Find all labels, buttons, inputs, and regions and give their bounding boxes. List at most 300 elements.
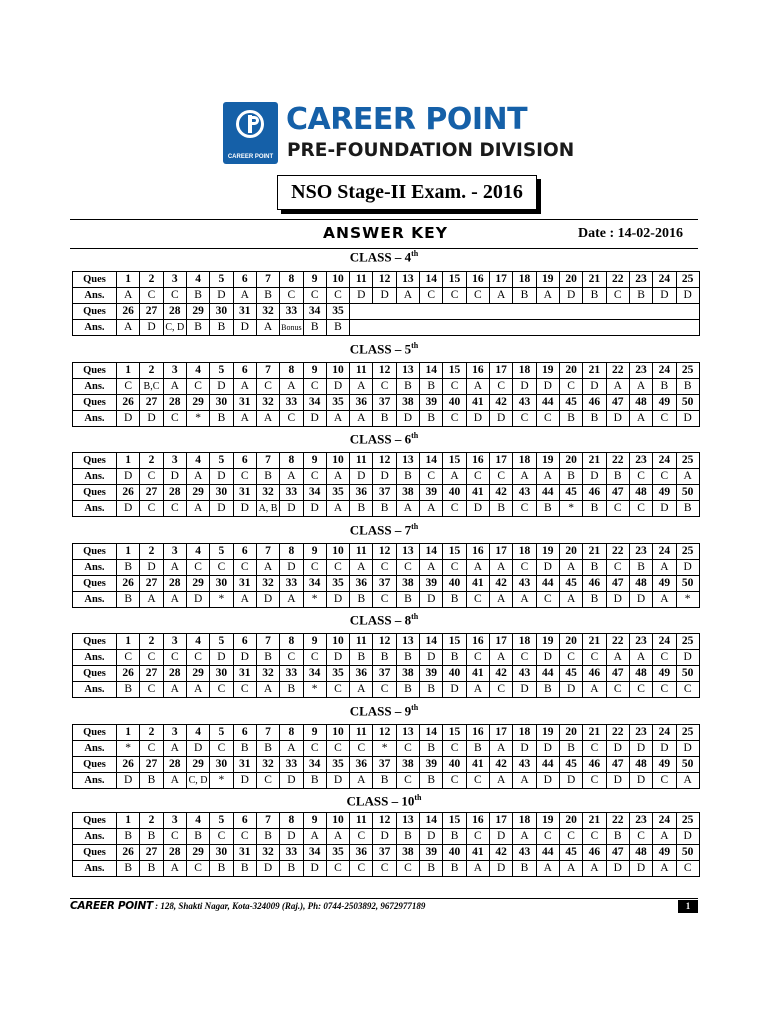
- footer-divider: [70, 898, 698, 899]
- answer-value: A: [233, 379, 256, 395]
- question-number: 47: [606, 757, 629, 773]
- answer-value: D: [513, 379, 536, 395]
- class-heading: [0, 703, 768, 719]
- answer-value: D: [606, 592, 629, 608]
- question-number: 28: [163, 757, 186, 773]
- row-label: Ques: [73, 485, 117, 501]
- answer-value: D: [140, 411, 163, 427]
- row-label: Ans.: [73, 501, 117, 517]
- question-number: 23: [629, 725, 652, 741]
- question-number: 42: [490, 576, 513, 592]
- answer-value: A: [256, 560, 279, 576]
- answer-value: B: [350, 650, 373, 666]
- question-number: 20: [559, 363, 582, 379]
- answer-value: C: [443, 379, 466, 395]
- answer-value: A: [653, 560, 676, 576]
- answer-value: C: [536, 592, 559, 608]
- answer-value: D: [583, 379, 606, 395]
- answer-value: B: [233, 741, 256, 757]
- question-number: 38: [396, 757, 419, 773]
- answer-value: C: [583, 741, 606, 757]
- table-row: [73, 544, 700, 560]
- question-number: 47: [606, 485, 629, 501]
- answer-value: A: [326, 411, 349, 427]
- answer-value: C: [606, 560, 629, 576]
- answer-value: C: [186, 560, 209, 576]
- answer-value: D: [653, 288, 676, 304]
- question-number: 38: [396, 485, 419, 501]
- answer-value: C: [676, 682, 699, 698]
- question-number: 22: [606, 272, 629, 288]
- answer-value: C: [163, 288, 186, 304]
- answer-value: D: [163, 469, 186, 485]
- question-number: 47: [606, 845, 629, 861]
- table-row: [73, 773, 700, 789]
- answer-value: C: [490, 682, 513, 698]
- question-number: 29: [186, 757, 209, 773]
- answer-value: C: [210, 560, 233, 576]
- answer-value: A: [163, 741, 186, 757]
- answer-value: A: [256, 682, 279, 698]
- question-number: 45: [559, 395, 582, 411]
- answer-value: A: [350, 411, 373, 427]
- question-number: 8: [280, 363, 303, 379]
- question-number: 3: [163, 453, 186, 469]
- question-number: 44: [536, 576, 559, 592]
- answer-value: C: [233, 829, 256, 845]
- question-number: 40: [443, 757, 466, 773]
- answer-value: C: [373, 560, 396, 576]
- question-number: 47: [606, 666, 629, 682]
- question-number: 42: [490, 395, 513, 411]
- answer-value: D: [490, 829, 513, 845]
- class-ordinal: th: [411, 249, 419, 258]
- question-number: 28: [163, 845, 186, 861]
- question-number: 44: [536, 666, 559, 682]
- question-number: 24: [653, 813, 676, 829]
- question-number: 15: [443, 725, 466, 741]
- answer-value: B: [256, 288, 279, 304]
- question-number: 9: [303, 544, 326, 560]
- answer-value: D: [676, 741, 699, 757]
- answer-value: D: [233, 773, 256, 789]
- answer-value: B: [443, 829, 466, 845]
- answer-value: A, B: [256, 501, 279, 517]
- question-number: 34: [303, 666, 326, 682]
- question-number: 42: [490, 485, 513, 501]
- answer-value: A: [559, 861, 582, 877]
- answer-value: C: [140, 469, 163, 485]
- answer-value: B: [350, 592, 373, 608]
- answer-value: A: [117, 288, 140, 304]
- answer-value: B: [536, 682, 559, 698]
- question-number: 3: [163, 813, 186, 829]
- answer-value: B: [256, 650, 279, 666]
- question-number: 48: [629, 576, 652, 592]
- answer-value: B: [606, 469, 629, 485]
- answer-value: A: [233, 411, 256, 427]
- question-number: 14: [420, 813, 443, 829]
- answer-value: B: [117, 592, 140, 608]
- question-number: 50: [676, 576, 699, 592]
- question-number: 26: [117, 304, 140, 320]
- row-label: Ques: [73, 576, 117, 592]
- brand-name: CAREER POINT: [286, 102, 528, 137]
- question-number: 42: [490, 757, 513, 773]
- question-number: 36: [350, 757, 373, 773]
- empty-cell: [350, 320, 700, 336]
- answer-value: B: [373, 411, 396, 427]
- answer-value: C: [443, 288, 466, 304]
- answer-value: A: [280, 592, 303, 608]
- answer-value: C: [676, 861, 699, 877]
- question-number: 19: [536, 453, 559, 469]
- answer-value: A: [420, 501, 443, 517]
- answer-value: A: [163, 379, 186, 395]
- question-number: 5: [210, 544, 233, 560]
- answer-value: B: [629, 560, 652, 576]
- answer-value: B: [396, 469, 419, 485]
- answer-value: B: [559, 469, 582, 485]
- question-number: 39: [420, 845, 443, 861]
- answer-value: D: [186, 741, 209, 757]
- table-row: [73, 288, 700, 304]
- table-row: [73, 304, 700, 320]
- question-number: 8: [280, 453, 303, 469]
- answer-value: D: [676, 288, 699, 304]
- table-row: [73, 650, 700, 666]
- answer-value: B: [420, 682, 443, 698]
- question-number: 45: [559, 757, 582, 773]
- answer-value: A: [233, 592, 256, 608]
- answer-value: D: [373, 469, 396, 485]
- answer-value: A: [186, 501, 209, 517]
- question-number: 14: [420, 544, 443, 560]
- question-number: 15: [443, 453, 466, 469]
- answer-value: B: [140, 861, 163, 877]
- answer-key-title: ANSWER KEY: [323, 224, 448, 242]
- answer-value: A: [117, 320, 140, 336]
- question-number: 44: [536, 757, 559, 773]
- question-number: 32: [256, 395, 279, 411]
- answer-value: D: [559, 288, 582, 304]
- question-number: 6: [233, 544, 256, 560]
- answer-value: C, D: [163, 320, 186, 336]
- question-number: 20: [559, 453, 582, 469]
- question-number: 2: [140, 453, 163, 469]
- answer-value: C: [466, 288, 489, 304]
- question-number: 30: [210, 395, 233, 411]
- answer-value: A: [583, 861, 606, 877]
- question-number: 23: [629, 453, 652, 469]
- question-number: 30: [210, 757, 233, 773]
- question-number: 36: [350, 666, 373, 682]
- answer-value: B: [256, 469, 279, 485]
- class-ordinal: th: [411, 612, 419, 621]
- question-number: 7: [256, 725, 279, 741]
- question-number: 46: [583, 485, 606, 501]
- question-number: 4: [186, 363, 209, 379]
- question-number: 38: [396, 576, 419, 592]
- row-label: Ans.: [73, 560, 117, 576]
- answer-value: D: [676, 411, 699, 427]
- answer-value: C: [280, 411, 303, 427]
- answer-value: A: [256, 411, 279, 427]
- question-number: 33: [280, 576, 303, 592]
- answer-value: C: [466, 650, 489, 666]
- row-label: Ques: [73, 634, 117, 650]
- answer-value: D: [280, 501, 303, 517]
- answer-value: B: [233, 861, 256, 877]
- answer-value: C: [233, 682, 256, 698]
- question-number: 50: [676, 395, 699, 411]
- answer-value: C: [350, 829, 373, 845]
- answer-value: B: [536, 501, 559, 517]
- question-number: 16: [466, 453, 489, 469]
- answer-value: B: [280, 682, 303, 698]
- answer-value: B: [629, 288, 652, 304]
- answer-value: D: [420, 592, 443, 608]
- answer-value: A: [676, 773, 699, 789]
- answer-value: C: [653, 682, 676, 698]
- question-number: 8: [280, 634, 303, 650]
- row-label: Ques: [73, 453, 117, 469]
- question-number: 27: [140, 666, 163, 682]
- question-number: 26: [117, 395, 140, 411]
- question-number: 4: [186, 544, 209, 560]
- question-number: 35: [326, 757, 349, 773]
- question-number: 16: [466, 725, 489, 741]
- question-number: 19: [536, 272, 559, 288]
- question-number: 18: [513, 725, 536, 741]
- class-label: CLASS – 9: [349, 703, 412, 719]
- question-number: 11: [350, 363, 373, 379]
- table-row: [73, 560, 700, 576]
- answer-value: B: [420, 773, 443, 789]
- class-label: CLASS – 8: [349, 612, 412, 628]
- question-number: 39: [420, 395, 443, 411]
- row-label: Ques: [73, 272, 117, 288]
- question-number: 16: [466, 272, 489, 288]
- question-number: 48: [629, 666, 652, 682]
- answer-value: C: [350, 861, 373, 877]
- row-label: Ans.: [73, 861, 117, 877]
- row-label: Ans.: [73, 592, 117, 608]
- table-row: [73, 395, 700, 411]
- question-number: 19: [536, 544, 559, 560]
- answer-value: C: [186, 650, 209, 666]
- question-number: 17: [490, 634, 513, 650]
- answer-table: [72, 724, 700, 789]
- answer-value: C: [256, 773, 279, 789]
- answer-value: A: [326, 501, 349, 517]
- answer-value: B: [420, 411, 443, 427]
- question-number: 21: [583, 453, 606, 469]
- answer-value: A: [490, 560, 513, 576]
- answer-value: B: [210, 861, 233, 877]
- answer-value: C: [186, 379, 209, 395]
- question-number: 17: [490, 725, 513, 741]
- table-row: [73, 320, 700, 336]
- answer-value: *: [117, 741, 140, 757]
- question-number: 33: [280, 395, 303, 411]
- answer-value: C: [653, 650, 676, 666]
- answer-value: A: [653, 592, 676, 608]
- question-number: 14: [420, 363, 443, 379]
- question-number: 27: [140, 845, 163, 861]
- answer-value: A: [559, 560, 582, 576]
- answer-value: A: [490, 741, 513, 757]
- question-number: 40: [443, 576, 466, 592]
- answer-value: C: [466, 773, 489, 789]
- answer-value: D: [350, 288, 373, 304]
- question-number: 21: [583, 363, 606, 379]
- answer-value: D: [466, 501, 489, 517]
- table-row: [73, 666, 700, 682]
- question-number: 34: [303, 757, 326, 773]
- answer-value: B: [443, 650, 466, 666]
- question-number: 39: [420, 576, 443, 592]
- question-number: 43: [513, 757, 536, 773]
- answer-value: A: [280, 741, 303, 757]
- question-number: 30: [210, 485, 233, 501]
- question-number: 8: [280, 725, 303, 741]
- answer-value: D: [559, 682, 582, 698]
- answer-value: *: [303, 682, 326, 698]
- answer-value: A: [653, 861, 676, 877]
- question-number: 12: [373, 544, 396, 560]
- answer-value: D: [606, 741, 629, 757]
- question-number: 49: [653, 395, 676, 411]
- answer-value: B: [420, 379, 443, 395]
- answer-value: D: [210, 288, 233, 304]
- class-ordinal: th: [411, 703, 419, 712]
- question-number: 12: [373, 634, 396, 650]
- answer-value: A: [140, 592, 163, 608]
- table-row: [73, 453, 700, 469]
- answer-value: C: [606, 682, 629, 698]
- answer-value: C: [629, 469, 652, 485]
- question-number: 37: [373, 666, 396, 682]
- question-number: 37: [373, 845, 396, 861]
- question-number: 9: [303, 725, 326, 741]
- class-heading: [0, 431, 768, 447]
- question-number: 6: [233, 453, 256, 469]
- answer-value: D: [373, 829, 396, 845]
- answer-value: D: [629, 861, 652, 877]
- question-number: 17: [490, 272, 513, 288]
- answer-value: D: [117, 411, 140, 427]
- answer-value: A: [350, 682, 373, 698]
- answer-value: B: [326, 320, 349, 336]
- question-number: 37: [373, 485, 396, 501]
- answer-value: B: [303, 320, 326, 336]
- answer-value: D: [536, 650, 559, 666]
- answer-value: D: [140, 560, 163, 576]
- row-label: Ans.: [73, 320, 117, 336]
- answer-value: B: [420, 861, 443, 877]
- answer-value: B: [676, 501, 699, 517]
- answer-value: C: [466, 829, 489, 845]
- answer-value: B: [606, 829, 629, 845]
- answer-value: D: [140, 320, 163, 336]
- answer-value: C: [280, 650, 303, 666]
- question-number: 3: [163, 544, 186, 560]
- question-number: 10: [326, 272, 349, 288]
- answer-value: A: [163, 682, 186, 698]
- answer-value: B: [443, 861, 466, 877]
- question-number: 20: [559, 544, 582, 560]
- question-number: 46: [583, 845, 606, 861]
- row-label: Ques: [73, 725, 117, 741]
- question-number: 5: [210, 813, 233, 829]
- question-number: 1: [117, 272, 140, 288]
- question-number: 17: [490, 813, 513, 829]
- class-ordinal: th: [411, 522, 419, 531]
- answer-value: D: [233, 501, 256, 517]
- question-number: 1: [117, 363, 140, 379]
- question-number: 32: [256, 576, 279, 592]
- question-number: 36: [350, 845, 373, 861]
- class-ordinal: th: [414, 793, 422, 802]
- answer-value: C: [490, 469, 513, 485]
- question-number: 36: [350, 576, 373, 592]
- row-label: Ques: [73, 395, 117, 411]
- answer-value: C: [326, 288, 349, 304]
- answer-value: B: [396, 829, 419, 845]
- answer-table: [72, 271, 700, 336]
- question-number: 10: [326, 725, 349, 741]
- answer-value: C: [583, 829, 606, 845]
- answer-value: D: [326, 650, 349, 666]
- row-label: Ques: [73, 304, 117, 320]
- answer-value: C: [606, 288, 629, 304]
- question-number: 28: [163, 395, 186, 411]
- question-number: 27: [140, 576, 163, 592]
- question-number: 27: [140, 485, 163, 501]
- question-number: 9: [303, 453, 326, 469]
- question-number: 39: [420, 485, 443, 501]
- answer-value: A: [163, 773, 186, 789]
- answer-value: A: [326, 829, 349, 845]
- answer-value: B: [186, 320, 209, 336]
- answer-value: C: [466, 592, 489, 608]
- answer-value: D: [443, 682, 466, 698]
- answer-table: [72, 362, 700, 427]
- answer-value: D: [396, 411, 419, 427]
- answer-value: C: [373, 379, 396, 395]
- answer-value: A: [233, 288, 256, 304]
- question-number: 24: [653, 272, 676, 288]
- question-number: 32: [256, 845, 279, 861]
- question-number: 2: [140, 813, 163, 829]
- question-number: 7: [256, 272, 279, 288]
- question-number: 29: [186, 666, 209, 682]
- question-number: 2: [140, 363, 163, 379]
- question-number: 11: [350, 453, 373, 469]
- answer-value: B: [117, 829, 140, 845]
- question-number: 18: [513, 453, 536, 469]
- question-number: 1: [117, 725, 140, 741]
- answer-value: C: [140, 501, 163, 517]
- answer-value: A: [326, 469, 349, 485]
- question-number: 25: [676, 453, 699, 469]
- question-number: 9: [303, 634, 326, 650]
- question-number: 44: [536, 395, 559, 411]
- question-number: 19: [536, 634, 559, 650]
- class-ordinal: th: [411, 341, 419, 350]
- question-number: 9: [303, 272, 326, 288]
